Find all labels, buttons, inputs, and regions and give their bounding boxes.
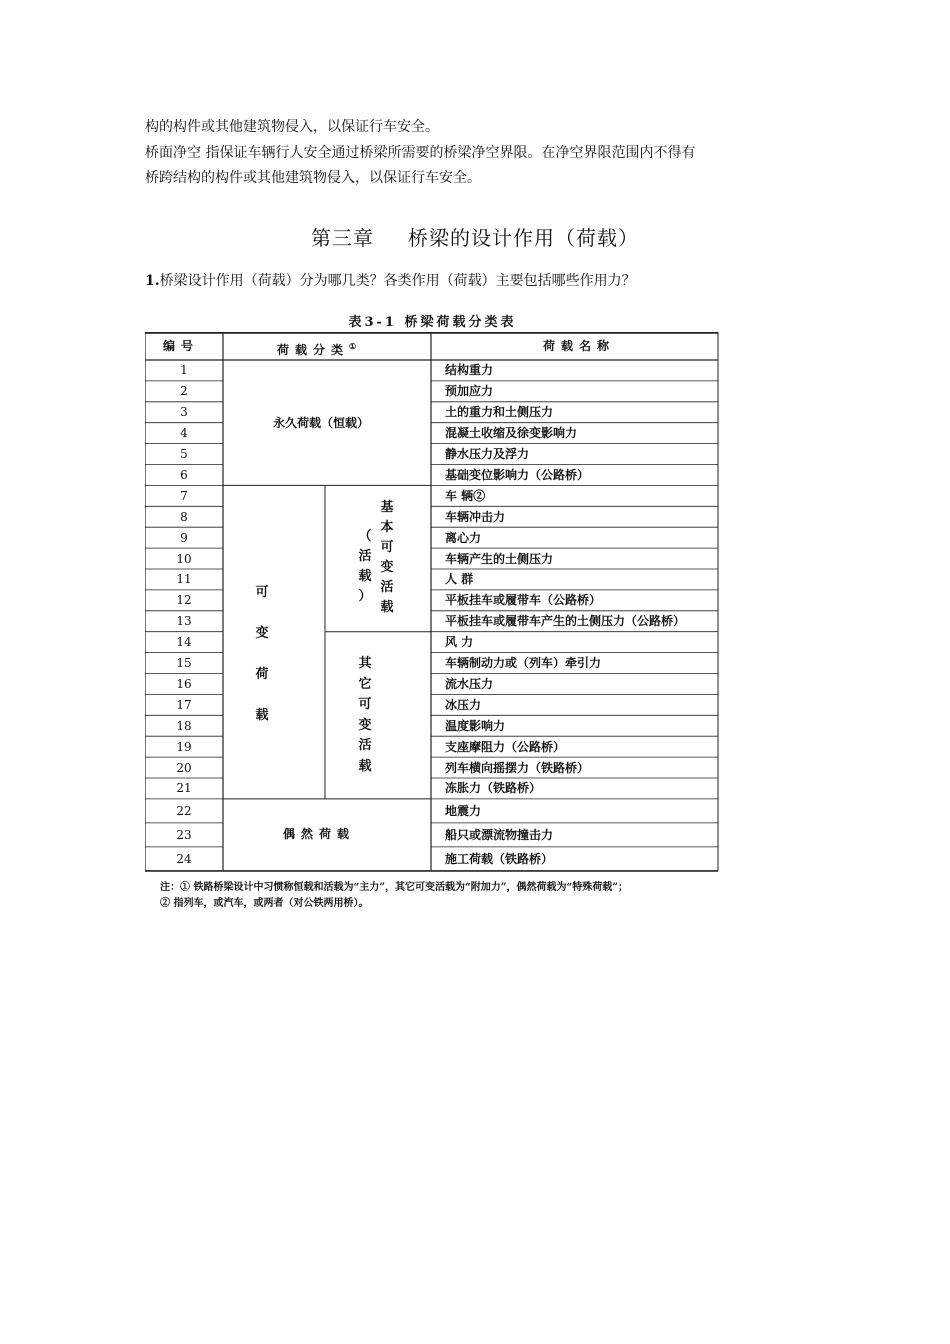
group-other-variable <box>355 654 375 777</box>
vertical-char: 本 <box>380 520 394 535</box>
vertical-char: 变 <box>358 717 372 733</box>
question <box>145 270 636 290</box>
row-number: 19 <box>176 739 192 754</box>
chapter-number: 第三章 <box>311 226 374 250</box>
row-load-name: 温度影响力 <box>445 718 506 733</box>
table-notes <box>160 880 628 912</box>
row-load-name: 支座摩阻力（公路桥） <box>445 739 566 754</box>
row-number: 15 <box>176 656 192 671</box>
paragraph-1: 构的构件或其他建筑物侵入，以保证行车安全。 <box>145 119 439 135</box>
row-number: 17 <box>176 697 192 712</box>
question-text: 桥梁设计作用（荷载）分为哪几类？各类作用（荷载）主要包括哪些作用力？ <box>159 273 636 289</box>
row-number: 20 <box>176 760 192 775</box>
row-number: 2 <box>180 384 188 399</box>
note-2: ② 指列车，或汽车，或两者（对公铁两用桥）。 <box>160 898 369 909</box>
row-load-name: 车辆产生的土侧压力 <box>445 551 554 566</box>
row-load-name: 施工荷载（铁路桥） <box>445 851 554 866</box>
header-category-note: ① <box>349 341 357 351</box>
load-classification-table <box>145 332 720 872</box>
row-number: 13 <box>176 614 192 629</box>
vertical-char: 活 <box>358 738 372 753</box>
vertical-char: 可 <box>358 697 372 712</box>
group-accidental: 偶然荷载 <box>283 827 356 841</box>
table-title: 表3-1 桥梁荷载分类表 <box>348 315 517 330</box>
row-number: 6 <box>180 467 188 482</box>
group-basic-variable <box>377 498 397 618</box>
vertical-char: 荷 <box>255 667 269 682</box>
header-category <box>277 340 356 356</box>
vertical-char: 载 <box>358 758 372 774</box>
header-category-label: 荷载分类 <box>277 343 350 357</box>
row-number: 12 <box>176 593 192 608</box>
vertical-char: 可 <box>380 540 394 555</box>
vertical-char: 变 <box>380 560 394 575</box>
question-number: 1. <box>145 273 160 289</box>
paragraph-2: 桥面净空 指保证车辆行人安全通过桥梁所需要的桥梁净空界限。在净空界限范围内不得有 <box>145 145 696 161</box>
vertical-char: 它 <box>358 676 372 692</box>
row-load-name: 结构重力 <box>445 363 494 378</box>
row-load-name: 冻胀力（铁路桥） <box>445 781 542 796</box>
row-number: 21 <box>176 781 192 796</box>
row-load-name: 车辆冲击力 <box>445 509 506 524</box>
vertical-char: 其 <box>358 656 372 671</box>
row-number: 18 <box>176 718 192 733</box>
vertical-char: ） <box>358 589 372 604</box>
row-number: 10 <box>176 551 192 566</box>
row-number: 8 <box>180 509 188 524</box>
vertical-char: 活 <box>380 580 394 595</box>
note-1: 注：① 铁路桥梁设计中习惯称恒载和活载为“主力”，其它可变活载为“附加力”，偶然荷载为“特殊荷载”； <box>160 882 628 893</box>
vertical-char: 活 <box>358 549 372 564</box>
row-number: 16 <box>176 676 192 691</box>
row-load-name: 人 群 <box>445 572 474 587</box>
row-number: 4 <box>180 426 188 441</box>
row-load-name: 平板挂车或履带车产生的土侧压力（公路桥） <box>445 614 686 629</box>
header-num: 编号 <box>163 339 200 353</box>
row-number: 24 <box>176 851 192 866</box>
row-number: 23 <box>176 827 192 842</box>
group-permanent: 永久荷载（恒载） <box>273 416 370 430</box>
row-load-name: 预加应力 <box>445 384 494 399</box>
vertical-char: （ <box>358 529 372 544</box>
vertical-char: 载 <box>380 600 394 615</box>
paragraph-3: 桥跨结构的构件或其他建筑物侵入，以保证行车安全。 <box>145 170 481 186</box>
vertical-char: 可 <box>255 585 269 600</box>
row-load-name: 静水压力及浮力 <box>445 447 530 462</box>
row-load-name: 基础变位影响力（公路桥） <box>445 467 590 482</box>
row-load-name: 离心力 <box>445 530 482 545</box>
row-number: 22 <box>176 803 192 818</box>
vertical-char: 载 <box>358 569 372 584</box>
row-load-name: 列车横向摇摆力（铁路桥） <box>445 760 590 775</box>
row-number: 3 <box>180 405 188 420</box>
row-load-name: 混凝土收缩及徐变影响力 <box>445 426 578 441</box>
row-number: 9 <box>180 530 188 545</box>
row-load-name: 风 力 <box>445 635 474 650</box>
row-number: 1 <box>180 363 188 378</box>
row-load-name: 土的重力和土侧压力 <box>445 405 554 420</box>
table-grid <box>145 332 720 872</box>
header-name: 荷载名称 <box>543 339 616 353</box>
vertical-char: 载 <box>255 708 269 723</box>
group-basic-paren <box>355 527 375 607</box>
row-number: 5 <box>180 447 188 462</box>
row-load-name: 平板挂车或履带车（公路桥） <box>445 593 602 608</box>
vertical-char: 基 <box>380 500 394 515</box>
group-variable <box>252 572 272 736</box>
row-number: 11 <box>176 572 192 587</box>
row-number: 7 <box>180 488 188 503</box>
row-load-name: 流水压力 <box>445 676 494 691</box>
row-load-name: 地震力 <box>445 803 482 818</box>
row-number: 14 <box>176 635 192 650</box>
chapter-name: 桥梁的设计作用（荷载） <box>408 226 639 250</box>
chapter-title <box>0 222 950 251</box>
vertical-char: 变 <box>255 626 269 641</box>
row-load-name: 船只或漂流物撞击力 <box>445 827 554 842</box>
row-load-name: 车 辆② <box>445 488 486 503</box>
row-load-name: 车辆制动力或（列车）牵引力 <box>445 656 602 671</box>
row-load-name: 冰压力 <box>445 697 482 712</box>
